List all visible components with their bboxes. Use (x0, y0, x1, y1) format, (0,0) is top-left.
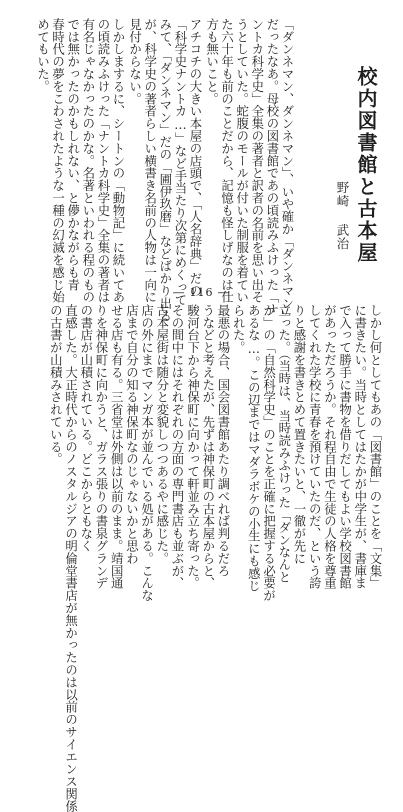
article-title: 校内図書館と古本屋 (354, 66, 378, 264)
author-given-name: 武治 (335, 223, 350, 251)
author-family-name: 野崎 (335, 181, 350, 208)
upper-paragraph-3: しかしまするに、シートンの「動物記」に続いてあ の頃読みふけった「ナントカ科学史」全集の著者は 有名じゃなかったのかな。名著といわれる程のもの では無かったのかもしれない、と儚かながらも青 春時代の夢をこわされたような一種の幻滅を感じ始 めてもいた。 (35, 18, 126, 304)
page-number: ― 116 ― (173, 286, 230, 299)
upper-paragraph-1: 「ダンネマン、ダンネマン」、いや確か「ダンネマン」 だったなあ。母校の図書館であの頃読みふけった「ナ ントカ科学史」全集の著者と訳者の名前を思い出そ うとしていた。蛇腹のモールが付いた制服を着てい た六十年も前のことだから、記憶も怪しげなのは仕 方も無いこと。 (204, 18, 295, 322)
lower-paragraph-1: しかし何としてもあの「図書館」のことを「文集」 に書きたい。当時としてはたかが中学生が、書庫ま で入って勝手に書物を借りだしてもよい学校図書館 があっただろうか。それ程自由で生徒の人格を尊重 してくれた学校に青春を預けていたのだ、という誇 りと感謝を書きとめて置きたいと、一徹が先に 立った。（当時は、当時読みふけった「ダンなんと か」の「自然科学史」のことを正確に把握する必要が あるな…。この辺まではマダラボケの小生にも感じ られた。 (231, 304, 383, 602)
lower-paragraph-3: その間中にはそれぞれの方面の専門書店も並ぶが、 古本屋街は随分と変貌しつつあるやに感じた。 店の外にまでマンガ本が並んでいる処がある。こんな 店まで自分の知る神保町なのじゃないかと思わ せる店も有る。三省堂は外側は以前のまま。靖国通 りを神保町に向かうと、ガラス張りの書泉グランデ の書店が山積されている。どこからともなく 直感した。大正時代からのノスタルジアの明倫堂書店が無かったのは以前のサイエンス関係 の古書が山積みされている。 (48, 304, 185, 812)
author-name (333, 181, 351, 251)
upper-paragraph-2: アチコチの大きい本屋の店頭で、「人名辞典」だの 「科学史ナントカ…」など手当たり次第にめくって みて、「ダンネマン」だの「圃伊玖磨」などばかり出る が、科学史の著者らしい横書き名前の人物は一向に 見付からない。 (127, 18, 203, 322)
lower-paragraph-2: 最悪の場合、国会図書館あたり調べれば判るだろ うなどと考えたが、先ずは神保町の古本屋からと、 駿河台下から神保町に向かって軒並み立ち寄った。 (185, 304, 231, 590)
